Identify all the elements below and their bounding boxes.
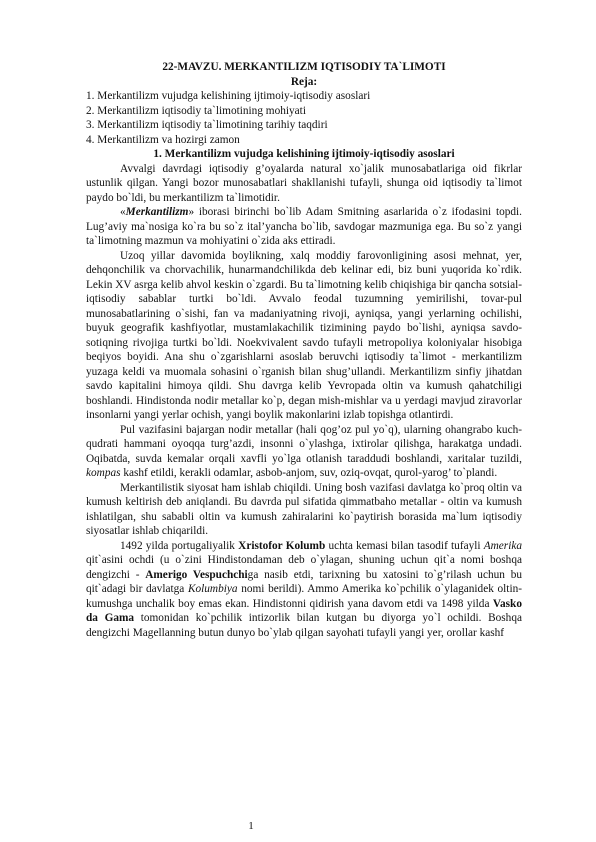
paragraph-6: [86, 539, 522, 641]
paragraph-4: [86, 423, 522, 481]
paragraph-3: Uzoq yillar davomida boylikning, xalq moddiy farovonligining asosi mehnat, yer, dehqonchilik va chorvachilik, hunarmandchilikda deb kelinar edi, biz buni yuqorida ko`rdik. Lekin XV asrga kelib ahvol keskin o`zgardi. Bu ta`limotning kelib chiqishiga bir qancha sotsial-iqtisodiy sabablar turtki bo`ldi. Avvalo feodal tuzumning yemirilishi, tovar-pul munosabatlarining o`sishi, fan va madaniyatning rivoji, ayniqsa, yangi yerlarning ochilishi, buyuk geografik kashfiyotlar, mustamlakachilik tizimining paydo bo`lishi, ayniqsa savdo-sotiqning rivojiga turtki bo`ldi. Noekvivalent savdo tufayli metropoliya koloniyalar hisobiga beqiyos boyidi. Ana shu o`zgarishlarni asoslab beruvchi iqtisodiy ta`limot - merkantilizm yuzaga keldi va muomala sohasini o`rganish bilan shug’ullandi. Merkantilizm sinfiy jihatdan savdo kapitalini himoya qildi. Shu davrga kelib Yevropada oltin va kumush qahatchiligi boshlandi. Hindistonda nodir metallar ko`p, degan mish-mishlar va u yerdagi mavjud ziravorlar insonlarni yangi yerlar ochish, yangi boylik makonlarini izlab topishga otlantirdi.: [86, 249, 522, 421]
term-amerika: Amerika: [483, 539, 523, 552]
plan-item: 4. Merkantilizm va hozirgi zamon: [86, 133, 240, 146]
paragraph-2-text: » iborasi birinchi bo`lib Adam Smitning asarlarida o`z ifodasini topdi. Lug’aviy ma`nosiga ko`ra bu so`z ital’yancha bo`lib, savdogar mazmuniga ega. Bu so`z yangi ta`limotning mazmun va mohiyatini o`zida aks ettiradi.: [86, 206, 522, 247]
term-merkantilizm: Merkantilizm: [125, 206, 189, 218]
document-page: [86, 60, 522, 640]
paragraph-1: Avvalgi davrdagi iqtisodiy g’oyalarda natural xo`jalik munosabatlariga oid fikrlar ustunlik qilgan. Yangi bozor munosabatlari shakllanishi tufayli, shunga oid iqtisodiy ta`limot paydo bo`ldi, bu merkantilizm ta`limotidir.: [86, 162, 522, 204]
plan-item: 2. Merkantilizm iqtisodiy ta`limotining mohiyati: [86, 104, 306, 117]
paragraph-2: [86, 205, 522, 249]
open-quote: «: [120, 206, 126, 218]
paragraph-6-text: qit`asini ochdi (u o`zini Hindistondaman deb o`ylagan, shuning uchun qit`a nomi boshqa dengizchi -: [86, 554, 522, 581]
document-title: 22-MAVZU. MERKANTILIZM IQTISODIY TA`LIMOTI: [162, 61, 446, 73]
term-kolumbiya: Kolumbiya: [187, 583, 238, 595]
name-vasko-da-gama: Vasko da Gama: [86, 597, 522, 624]
paragraph-4-text: Pul vazifasini bajargan nodir metallar (hali qog’oz pul yo`q), ularning ohangrabo kuch-qudrati hammani oyoqqa turg’azdi, insonni o`ylashga, ixtirolar qilishga, harakatga undadi. Oqibatda, suvda kemalar orqali xavfli yo`lga otlanish taraddudi boshlandi, xaritalar tuzildi,: [86, 423, 522, 465]
page-number-text: 1: [248, 820, 254, 832]
paragraph-6-text: ga nasib etdi, tarixning bu xatosini to`g’rilash uchun bu qit`adagi bir davlatga: [86, 568, 522, 595]
page-number: [0, 820, 596, 832]
paragraph-6-text: 1492 yilda portugaliyalik: [120, 539, 239, 552]
paragraph-5: Merkantilistik siyosat ham ishlab chiqildi. Uning bosh vazifasi davlatga ko`proq oltin va kumush keltirish deb aniqlandi. Bu davrda pul sifatida qimmatbaho metallar - oltin va kumush ishlatilgan, shu sababli oltin va kumush zahiralarini ko`paytirish borasida ma`lum iqtisodiy siyosatlar ishlab chiqarildi.: [86, 481, 522, 537]
plan-heading: Reja:: [290, 75, 318, 88]
paragraph-4-text-end: kashf etildi, kerakli odamlar, asbob-anjom, suv, oziq-ovqat, qurol-yarog’ to`plandi.: [120, 467, 498, 479]
plan-item: 1. Merkantilizm vujudga kelishining ijtimoiy-iqtisodiy asoslari: [86, 90, 371, 102]
paragraph-6-text: uchta kemasi bilan tasodif tufayli: [325, 539, 484, 552]
name-vespuchchi: Amerigo Vespuchchi: [145, 568, 248, 581]
paragraph-6-text: nomi berildi). Ammo Amerika ko`pchilik o`ylaganidek oltin-kumushga unchalik boy emas ekan. Hindistonni qidirish yana davom etdi va 1498 yilda: [86, 583, 522, 610]
plan-item: 3. Merkantilizm iqtisodiy ta`limotining tarihiy taqdiri: [86, 119, 328, 131]
plan-list: [86, 89, 522, 147]
paragraph-6-text: tomonidan ko`pchilik intizorlik bilan kutgan bu diyorga yo`l ochildi. Boshqa dengizchi Magellanning butun dunyo bo`ylab qilgan sayohati tufayli yangi yer, orollar kashf: [86, 612, 522, 639]
section-heading: 1. Merkantilizm vujudga kelishining ijtimoiy-iqtisodiy asoslari: [153, 148, 455, 160]
name-kolumb: Xristofor Kolumb: [238, 539, 326, 552]
term-kompas: kompas: [86, 467, 121, 479]
